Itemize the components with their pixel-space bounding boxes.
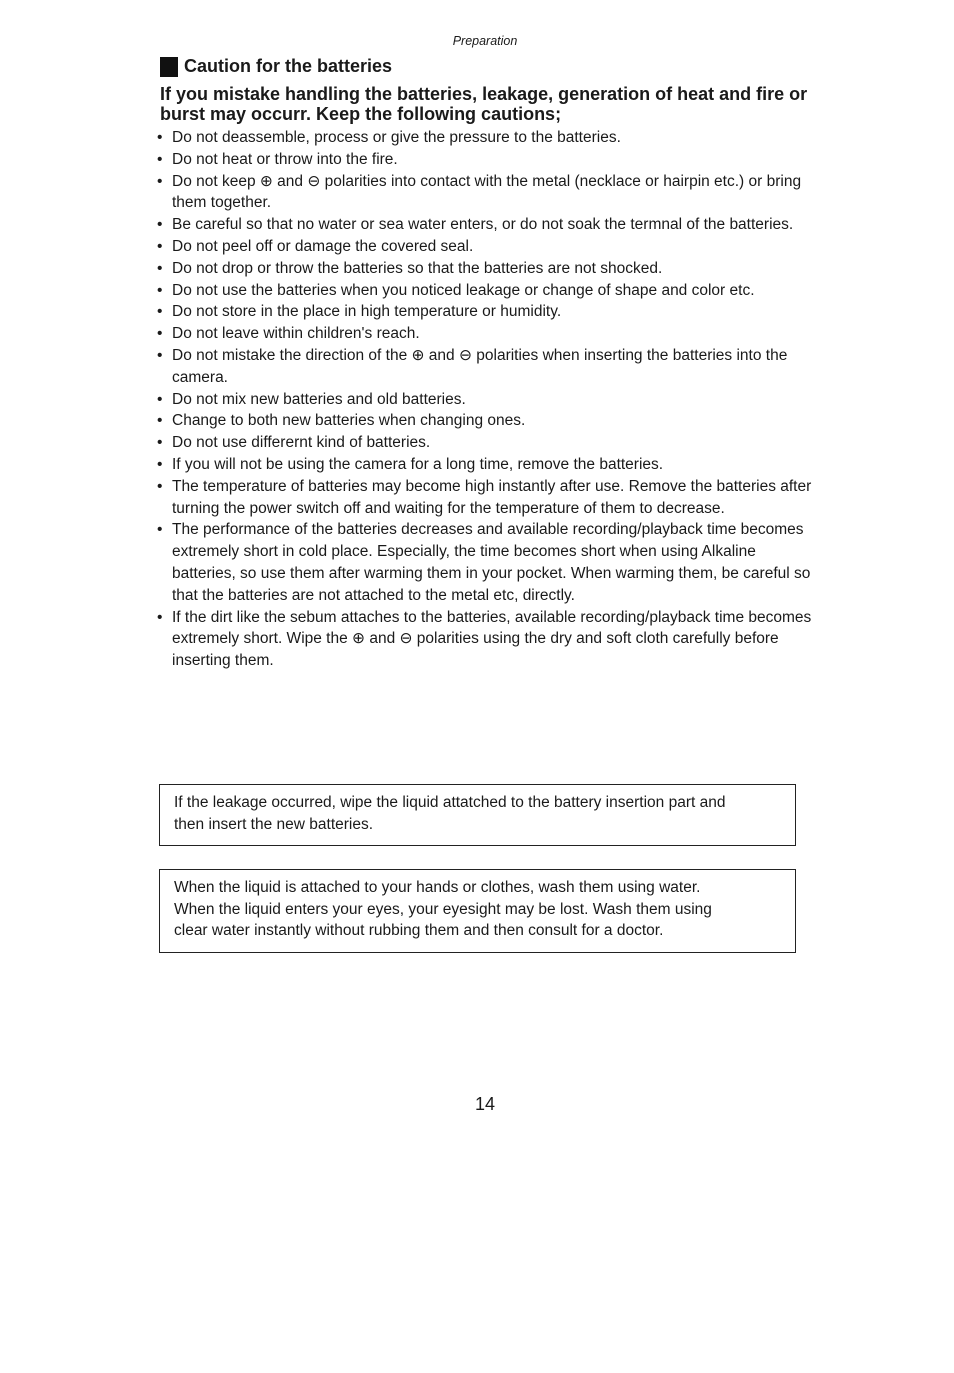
caution-text: Do not heat or throw into the fire. [172,150,398,168]
caution-list [155,127,815,672]
bullet-icon: • [157,237,163,255]
caution-text: Do not drop or throw the batteries so that the batteries are not shocked. [172,259,663,277]
notice-line: If the leakage occurred, wipe the liquid attatched to the battery insertion part and [174,794,726,811]
bullet-icon: • [157,346,163,364]
caution-item [155,389,815,411]
bullet-icon: • [157,172,163,190]
section-title-text: Caution for the batteries [184,56,393,76]
caution-item [155,171,815,215]
caution-text: Do not mistake the direction of the ⊕ and ⊖ polarities when inserting the batteries into the camera. [172,346,788,386]
bullet-icon: • [157,412,163,430]
bullet-icon: • [157,259,163,277]
bullet-icon: • [157,150,163,168]
notice-line: When the liquid is attached to your hands or clothes, wash them using water. [174,879,701,896]
caution-item [155,476,815,520]
caution-text: Do not peel off or damage the covered seal. [172,237,474,255]
caution-text: Do not use the batteries when you noticed leakage or change of shape and color etc. [172,281,755,299]
page-number: 14 [474,1094,496,1114]
caution-item [155,454,815,476]
caution-text: The performance of the batteries decreases and available recording/playback time becomes extremely short in cold place. Especially, the time becomes short when using Alkaline batteries, so use them after warming them in your pocket. When warming them, be careful so that the batteries are not attached to the metal etc, directly. [172,521,811,604]
bullet-icon: • [157,281,163,299]
running-header: Preparation [452,34,518,48]
caution-text: Do not use differernt kind of batteries. [172,434,431,452]
caution-text: Do not leave within children's reach. [172,325,420,343]
caution-text: Do not store in the place in high temperature or humidity. [172,303,562,321]
caution-item [155,301,815,323]
bullet-icon: • [157,129,163,146]
caution-item [155,214,815,236]
caution-item [155,258,815,280]
caution-item [155,236,815,258]
caution-item [155,323,815,345]
leakage-notice-box [159,784,796,846]
caution-text: Do not deassemble, process or give the pressure to the batteries. [172,129,621,146]
caution-text: Do not keep ⊕ and ⊖ polarities into contact with the metal (necklace or hairpin etc.) or bring them together. [172,172,802,212]
bullet-icon: • [157,477,163,495]
caution-item [155,280,815,302]
section-marker-icon [160,57,178,77]
caution-item [155,607,815,672]
caution-text: If you will not be using the camera for a long time, remove the batteries. [172,455,664,473]
notice-line: When the liquid enters your eyes, your eyesight may be lost. Wash them using [174,900,712,918]
caution-text: Do not mix new batteries and old batteries. [172,390,466,408]
bullet-icon: • [157,216,163,234]
bullet-icon: • [157,390,163,408]
liquid-contact-notice-box [159,869,796,953]
caution-item [155,410,815,432]
bullet-icon: • [157,303,163,321]
bullet-icon: • [157,434,163,452]
caution-text: The temperature of batteries may become high instantly after use. Remove the batteries after turning the power switch off and waiting for the temperature of them to decrease. [172,477,812,517]
caution-item [155,432,815,454]
notice-line: clear water instantly without rubbing them and then consult for a doctor. [174,922,664,939]
warning-heading: If you mistake handling the batteries, leakage, generation of heat and fire or burst may occurr. Keep the following cautions; [160,84,808,124]
caution-text: Change to both new batteries when changing ones. [172,412,526,430]
notice-line: then insert the new batteries. [174,815,374,833]
caution-text: If the dirt like the sebum attaches to the batteries, available recording/playback time becomes extremely short. Wipe the ⊕ and ⊖ polarities using the dry and soft cloth carefully before inserting them. [172,608,812,670]
caution-item [155,519,815,606]
bullet-icon: • [157,455,163,473]
bullet-icon: • [157,325,163,343]
caution-item [155,149,815,171]
bullet-icon: • [157,608,163,626]
caution-item [155,345,815,389]
bullet-icon: • [157,521,163,539]
section-title [160,56,392,77]
caution-item [155,127,815,149]
caution-text: Be careful so that no water or sea water enters, or do not soak the termnal of the batteries. [172,216,794,234]
